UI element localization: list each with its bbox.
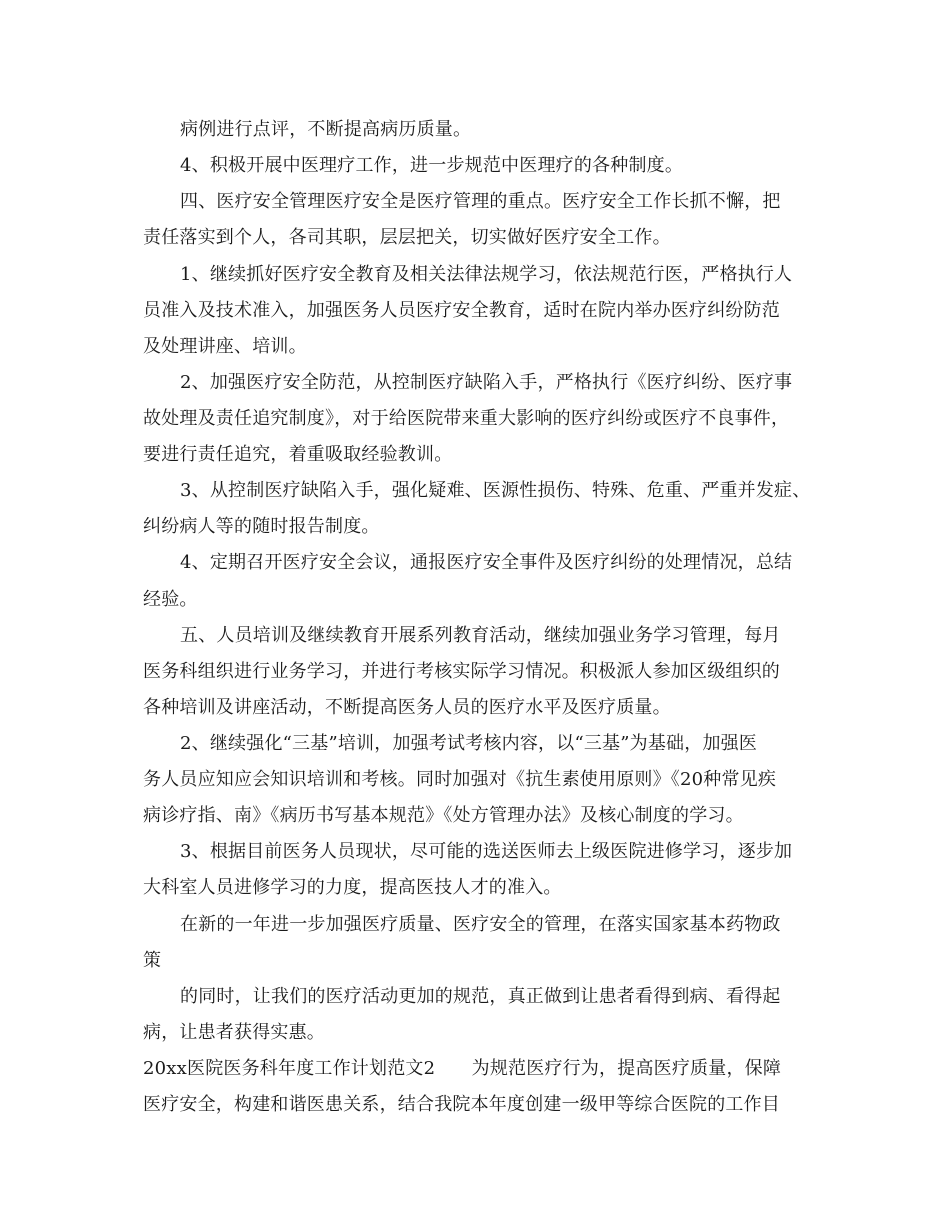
text-line: 及处理讲座、培训。 (143, 336, 307, 357)
text-line: 医疗安全，构建和谐医患关系，结合我院本年度创建一级甲等综合医院的工作目 (143, 1094, 780, 1115)
text-line: 五、人员培训及继续教育开展系列教育活动，继续加强业务学习管理，每月 (180, 625, 781, 646)
text-line: 在新的一年进一步加强医疗质量、医疗安全的管理，在落实国家基本药物政 (180, 914, 781, 935)
text-line: 各种培训及讲座活动，不断提高医务人员的医疗水平及医疗质量。 (143, 697, 671, 718)
text-line: 病例进行点评，不断提高病历质量。 (180, 119, 472, 140)
text-line: 员准入及技术准入，加强医务人员医疗安全教育，适时在院内举办医疗纠纷防范 (143, 300, 780, 321)
text-line: 病，让患者获得实惠。 (143, 1022, 325, 1043)
text-line: 20xx医院医务科年度工作计划范文2 为规范医疗行为，提高医疗质量，保障 (143, 1058, 782, 1079)
text-line: 4、定期召开医疗安全会议，通报医疗安全事件及医疗纠纷的处理情况，总结 (180, 552, 793, 573)
text-line: 大科室人员进修学习的力度，提高医技人才的准入。 (143, 877, 562, 898)
text-line: 务人员应知应会知识培训和考核。同时加强对《抗生素使用原则》《20种常见疾 (143, 769, 777, 790)
text-line: 3、根据目前医务人员现状，尽可能的选送医师去上级医院进修学习，逐步加 (180, 841, 793, 862)
text-line: 的同时，让我们的医疗活动更加的规范，真正做到让患者看得到病、看得起 (180, 986, 781, 1007)
text-line: 要进行责任追究，着重吸取经验教训。 (143, 444, 453, 465)
text-line: 2、继续强化“三基”培训，加强考试考核内容，以“三基”为基础，加强医 (180, 733, 758, 754)
text-line: 1、继续抓好医疗安全教育及相关法律法规学习，依法规范行医，严格执行人 (180, 264, 793, 285)
text-line: 故处理及责任追究制度》，对于给医院带来重大影响的医疗纠纷或医疗不良事件， (143, 408, 790, 429)
text-line: 策 (143, 950, 162, 971)
text-line: 病诊疗指、南》《病历书写基本规范》《处方管理办法》及核心制度的学习。 (143, 805, 744, 826)
text-line: 医务科组织进行业务学习，并进行考核实际学习情况。积极派人参加区级组织的 (143, 661, 780, 682)
text-line: 责任落实到个人，各司其职，层层把关，切实做好医疗安全工作。 (143, 227, 671, 248)
text-line: 2、加强医疗安全防范，从控制医疗缺陷入手，严格执行《医疗纠纷、医疗事 (180, 372, 793, 393)
text-line: 四、医疗安全管理医疗安全是医疗管理的重点。医疗安全工作长抓不懈，把 (180, 191, 781, 212)
text-line: 3、从控制医疗缺陷入手，强化疑难、医源性损伤、特殊、危重、严重并发症、 (180, 480, 811, 501)
text-line: 4、积极开展中医理疗工作，进一步规范中医理疗的各种制度。 (180, 155, 684, 176)
text-line: 经验。 (143, 589, 198, 610)
text-line: 纠纷病人等的随时报告制度。 (143, 516, 380, 537)
